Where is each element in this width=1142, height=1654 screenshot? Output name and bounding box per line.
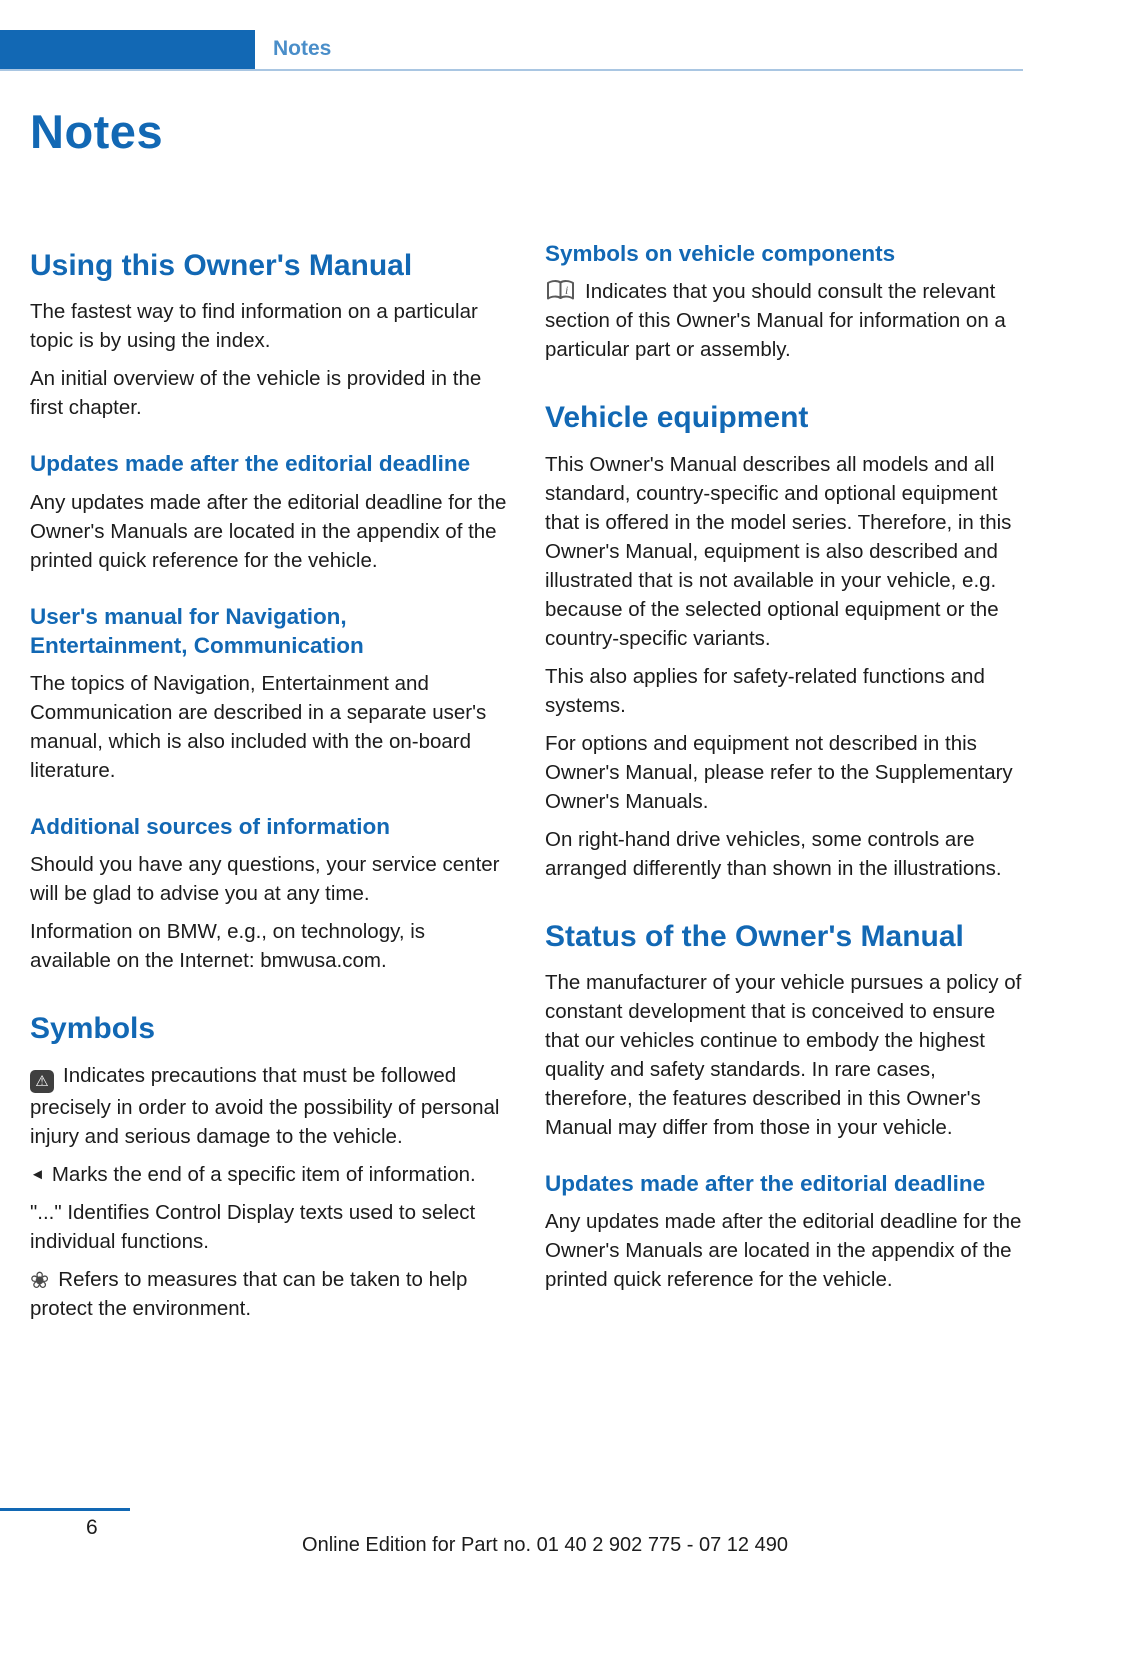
subsection-heading: Additional sources of information (30, 814, 391, 840)
page-number: 6 (86, 1516, 98, 1539)
section-updates-editorial-deadline (30, 449, 510, 574)
paragraph-text: Indicates that you should consult the relevant section of this Owner's Manual for information on a particular part or assembly. (545, 280, 1006, 362)
section-heading: Vehicle equipment (545, 401, 809, 435)
paragraph-book (545, 277, 1025, 364)
paragraph: Any updates made after the editorial deadline for the Owner's Manuals are located in the appendix of the printed quick reference for the vehicle. (30, 490, 507, 572)
section-updates-editorial-deadline-2 (545, 1169, 1025, 1294)
paragraph: On right-hand drive vehicles, some controls are arranged differently than shown in the illustrations. (545, 827, 1002, 880)
edition-note: Online Edition for Part no. 01 40 2 902 775 - 07 12 490 (302, 1534, 788, 1556)
section-users-manual-navigation (30, 602, 510, 786)
header-bar (0, 30, 255, 71)
paragraph-environment (30, 1265, 510, 1323)
paragraph: The fastest way to find information on a particular topic is by using the index. (30, 300, 478, 353)
section-symbols (30, 1011, 510, 1322)
section-vehicle-equipment (545, 400, 1025, 882)
header-rule (0, 69, 1023, 71)
paragraph: Information on BMW, e.g., on technology, is available on the Internet: bmwusa.com. (30, 920, 426, 973)
section-using-owners-manual (30, 248, 510, 422)
paragraph-warning (30, 1061, 510, 1151)
subsection-heading: Updates made after the editorial deadline (545, 1171, 986, 1197)
book-i-glyph: i (565, 283, 569, 298)
paragraph: This also applies for safety-related functions and systems. (545, 664, 985, 717)
paragraph: Any updates made after the editorial deadline for the Owner's Manuals are located in the appendix of the printed quick reference for the vehicle. (545, 1210, 1022, 1292)
footer-rule (0, 1508, 130, 1511)
paragraph-end-marker (30, 1160, 510, 1189)
section-symbols-vehicle-components (545, 239, 1025, 364)
subsection-heading: Updates made after the editorial deadline (30, 451, 471, 477)
owners-manual-book-icon (545, 279, 576, 301)
paragraph: For options and equipment not described in this Owner's Manual, please refer to the Supplementary Owner's Manuals. (545, 731, 1013, 813)
running-header-title: Notes (273, 37, 332, 60)
column-left (30, 212, 510, 1332)
paragraph-quotes: "..." Identifies Control Display texts used to select individual functions. (30, 1200, 476, 1253)
section-heading: Symbols (30, 1012, 156, 1046)
paragraph: Should you have any questions, your service center will be glad to advise you at any time. (30, 853, 500, 906)
environment-icon: ❀ (30, 1266, 50, 1293)
section-heading: Using this Owner's Manual (30, 249, 413, 282)
column-right (545, 212, 1025, 1332)
paragraph: This Owner's Manual describes all models and all standard, country-specific and optional equipment that is offered in the model series. Therefore, in this Owner's Manual, equipment is also described and illustrated that is not available in your vehicle, e.g. because of the selected optional equipment or the country-specific variants. (545, 452, 1012, 650)
subsection-heading: User's manual for Navigation, Entertainment, Communication (30, 603, 364, 658)
paragraph: An initial overview of the vehicle is provided in the first chapter. (30, 367, 482, 420)
end-of-item-icon: ◄ (30, 1165, 45, 1183)
paragraph-text: Marks the end of a specific item of information. (51, 1162, 476, 1186)
section-status-owners-manual (545, 919, 1025, 1142)
paragraph-text: Indicates precautions that must be followed precisely in order to avoid the possibility of personal injury and serious damage to the vehicle. (30, 1063, 500, 1148)
section-heading: Status of the Owner's Manual (545, 919, 964, 953)
section-additional-sources (30, 812, 510, 975)
content-columns (30, 212, 1025, 1332)
subsection-heading: Symbols on vehicle components (545, 241, 896, 266)
page-title: Notes (30, 105, 164, 158)
paragraph-text: Refers to measures that can be taken to help protect the environment. (30, 1267, 468, 1320)
warning-icon: ⚠ (30, 1070, 54, 1093)
paragraph: The manufacturer of your vehicle pursues a policy of constant development that is conceived to ensure that our vehicles continue to embody the highest quality and safety standards. In rare cases, therefore, the features described in this Owner's Manual may differ from those in your vehicle. (545, 971, 1022, 1140)
paragraph: The topics of Navigation, Entertainment and Communication are described in a separate user's manual, which is also included with the on-board literature. (30, 672, 487, 783)
